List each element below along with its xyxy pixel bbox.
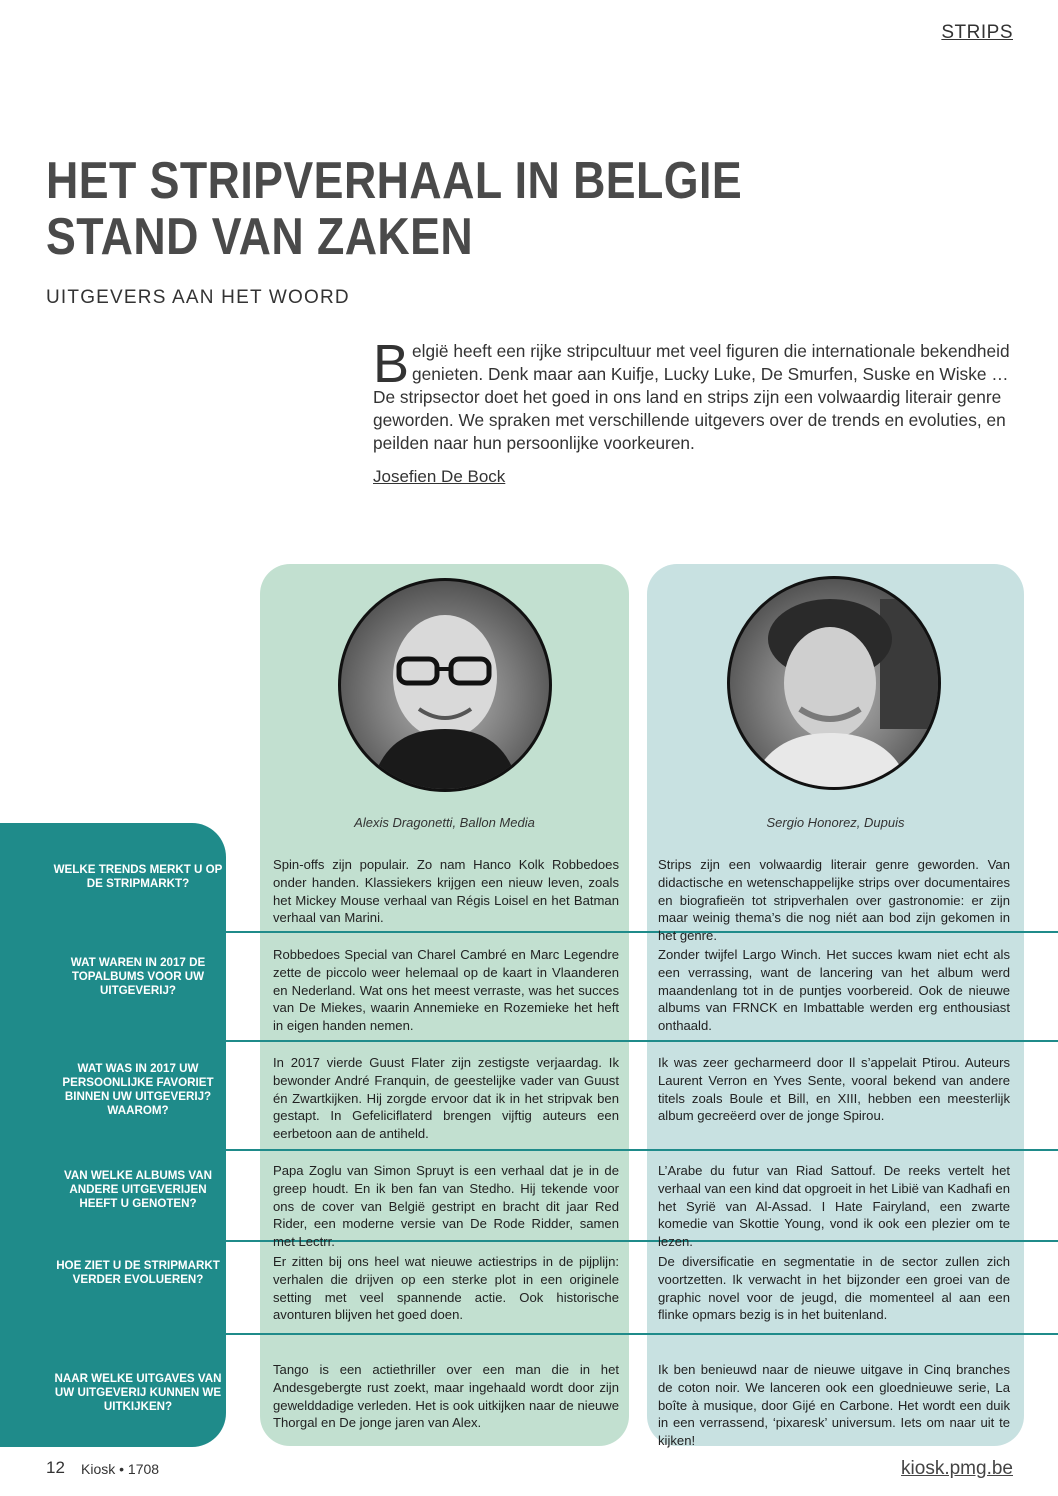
portrait-photo-1 <box>338 578 552 792</box>
title-line-1: HET STRIPVERHAAL IN BELGIE <box>46 152 743 210</box>
answer-col2-6: Ik ben benieuwd naar de nieuwe uitgave in Cinq branches de coton noir. We lanceren ook een gloednieuwe serie, La boîte à musique, door Gijé en Carbone. Het wordt een duik in een verrassend, ‘pixaresk’ universum. Iets om naar uit te kijken! <box>658 1362 1010 1449</box>
photo-caption-1: Alexis Dragonetti, Ballon Media <box>354 815 535 830</box>
answer-col1-1: Spin-offs zijn populair. Zo nam Hanco Kolk Robbedoes onder handen. Klassiekers krijgen een nieuw leven, zoals het Mickey Mouse verhaal van Régis Loisel en het Batman verhaal van Marini. <box>273 857 619 926</box>
portrait-photo-2 <box>727 576 941 790</box>
answer-col1-5: Er zitten bij ons heel wat nieuwe actiestrips in de pijplijn: verhalen die drijven op een sterke plot in een originele setting met veel spannende actie. Ook historische avonturen blijven het goed doen. <box>273 1254 619 1323</box>
question-2: WAT WAREN IN 2017 DE TOPALBUMS VOOR UW UITGEVERIJ? <box>70 956 206 997</box>
answer-col2-1: Strips zijn een volwaardig literair genre geworden. Van didactische en wetenschappelijke strips over documentaires en biografieën tot stripverhalen over gastronomie: er zijn maar weinig thema’s die nog niét aan bod zijn gekomen in het genre. <box>658 857 1010 944</box>
photo-caption-2: Sergio Honorez, Dupuis <box>766 815 905 830</box>
question-1: WELKE TRENDS MERKT U OP DE STRIPMARKT? <box>53 863 223 890</box>
answer-col2-2: Zonder twijfel Largo Winch. Het succes kwam niet echt als een verrassing, want de lancering van het album werd maandenlang tot in de puntjes voorbereid. Ook de nieuwe albums van FRNCK en Imbattable werden erg enthousiast onthaald. <box>658 947 1010 1034</box>
author-link[interactable]: Josefien De Bock <box>373 467 506 486</box>
site-link[interactable]: kiosk.pmg.be <box>901 1458 1013 1479</box>
row-divider <box>0 1149 1058 1151</box>
portrait-silhouette-2 <box>730 579 938 787</box>
question-3: WAT WAS IN 2017 UW PERSOONLIJKE FAVORIET BINNEN UW UITGEVERIJ? WAAROM? <box>62 1062 214 1117</box>
magazine-issue: Kiosk • 1708 <box>81 1461 160 1477</box>
answer-col2-3: Ik was zeer gecharmeerd door Il s’appelait Ptirou. Auteurs Laurent Verron en Yves Sente, vooral bekend van andere titels zoals Boule et Bill, en XIII, hebben een meesterlijk album gecreëerd over de jonge Spirou. <box>658 1055 1010 1124</box>
page-title <box>46 153 820 265</box>
title-line-2: STAND VAN ZAKEN <box>46 208 474 266</box>
page-number: 12 <box>46 1458 65 1477</box>
answer-col1-2: Robbedoes Special van Charel Cambré en Marc Legendre zette de piccolo weer helemaal op de kaart in Vlaanderen en Nederland. Wat ons het meest verraste, was het succes van De Miekes, waarin Annemieke en Rozemieke het heft in eigen handen nemen. <box>273 947 619 1034</box>
intro-dropcap: B <box>373 334 410 394</box>
question-4: VAN WELKE ALBUMS VAN ANDERE UITGEVERIJEN HEEFT U GENOTEN? <box>64 1169 212 1210</box>
answer-col2-5: De diversificatie en segmentatie in de sector zullen zich voortzetten. Ik verwacht in het bijzonder een groei van de graphic novel voor de jeugd, die momenteel al aan een flinke opmars bezig is in het buitenland. <box>658 1254 1010 1323</box>
answer-col2-4: L’Arabe du futur van Riad Sattouf. De reeks vertelt het verhaal van een kind dat opgroeit in het Libië van Kadhafi en het Syrië van Al-Assad. I Hate Fairyland, een zwarte komedie van Skottie Young, vond ik ook een plezier om te lezen. <box>658 1163 1010 1250</box>
intro-paragraph <box>373 334 1013 455</box>
question-6: NAAR WELKE UITGAVES VAN UW UITGEVERIJ KUNNEN WE UITKIJKEN? <box>54 1372 222 1413</box>
page-subtitle: UITGEVERS AAN HET WOORD <box>46 287 350 308</box>
intro-text: elgië heeft een rijke stripcultuur met veel figuren die internationale bekendheid genieten. Denk maar aan Kuifje, Lucky Luke, De Smurfen, Suske en Wiske … De stripsector doet het goed in ons land en strips zijn een volwaardig literair genre geworden. We spraken met verschillende uitgevers over de trends en evoluties, en peilden naar hun persoonlijke voorkeuren. <box>373 341 1010 453</box>
row-divider <box>0 1040 1058 1042</box>
row-divider <box>0 1333 1058 1335</box>
answer-col1-3: In 2017 vierde Guust Flater zijn zestigste verjaardag. Ik bewonder André Franquin, de geestelijke vader van Guust én Zwartkijken. Hij zorgde ervoor dat ik in het stripvak ben gestapt. In Gefeliciflaterd brengen vijftig auteurs een eerbetoon aan de antiheld. <box>273 1055 619 1142</box>
question-5: HOE ZIET U DE STRIPMARKT VERDER EVOLUEREN? <box>56 1259 220 1286</box>
section-label: STRIPS <box>941 22 1013 43</box>
answer-col1-4: Papa Zoglu van Simon Spruyt is een verhaal dat je in de greep houdt. En ik ben fan van Stedho. Hij tekende voor ons de cover van België gestript en bracht dit jaar Red Rider, een moderne versie van De Rode Ridder, samen met Lectrr. <box>273 1163 619 1250</box>
portrait-silhouette-1 <box>341 581 549 789</box>
questions-panel <box>0 823 226 1447</box>
answer-col1-6: Tango is een actiethriller over een man die in het Andesgebergte rust zoekt, maar ingehaald wordt door zijn gewelddadige verleden. Het is ook uitkijken naar de nieuwe Thorgal en De jonge jaren van Alex. <box>273 1362 619 1431</box>
